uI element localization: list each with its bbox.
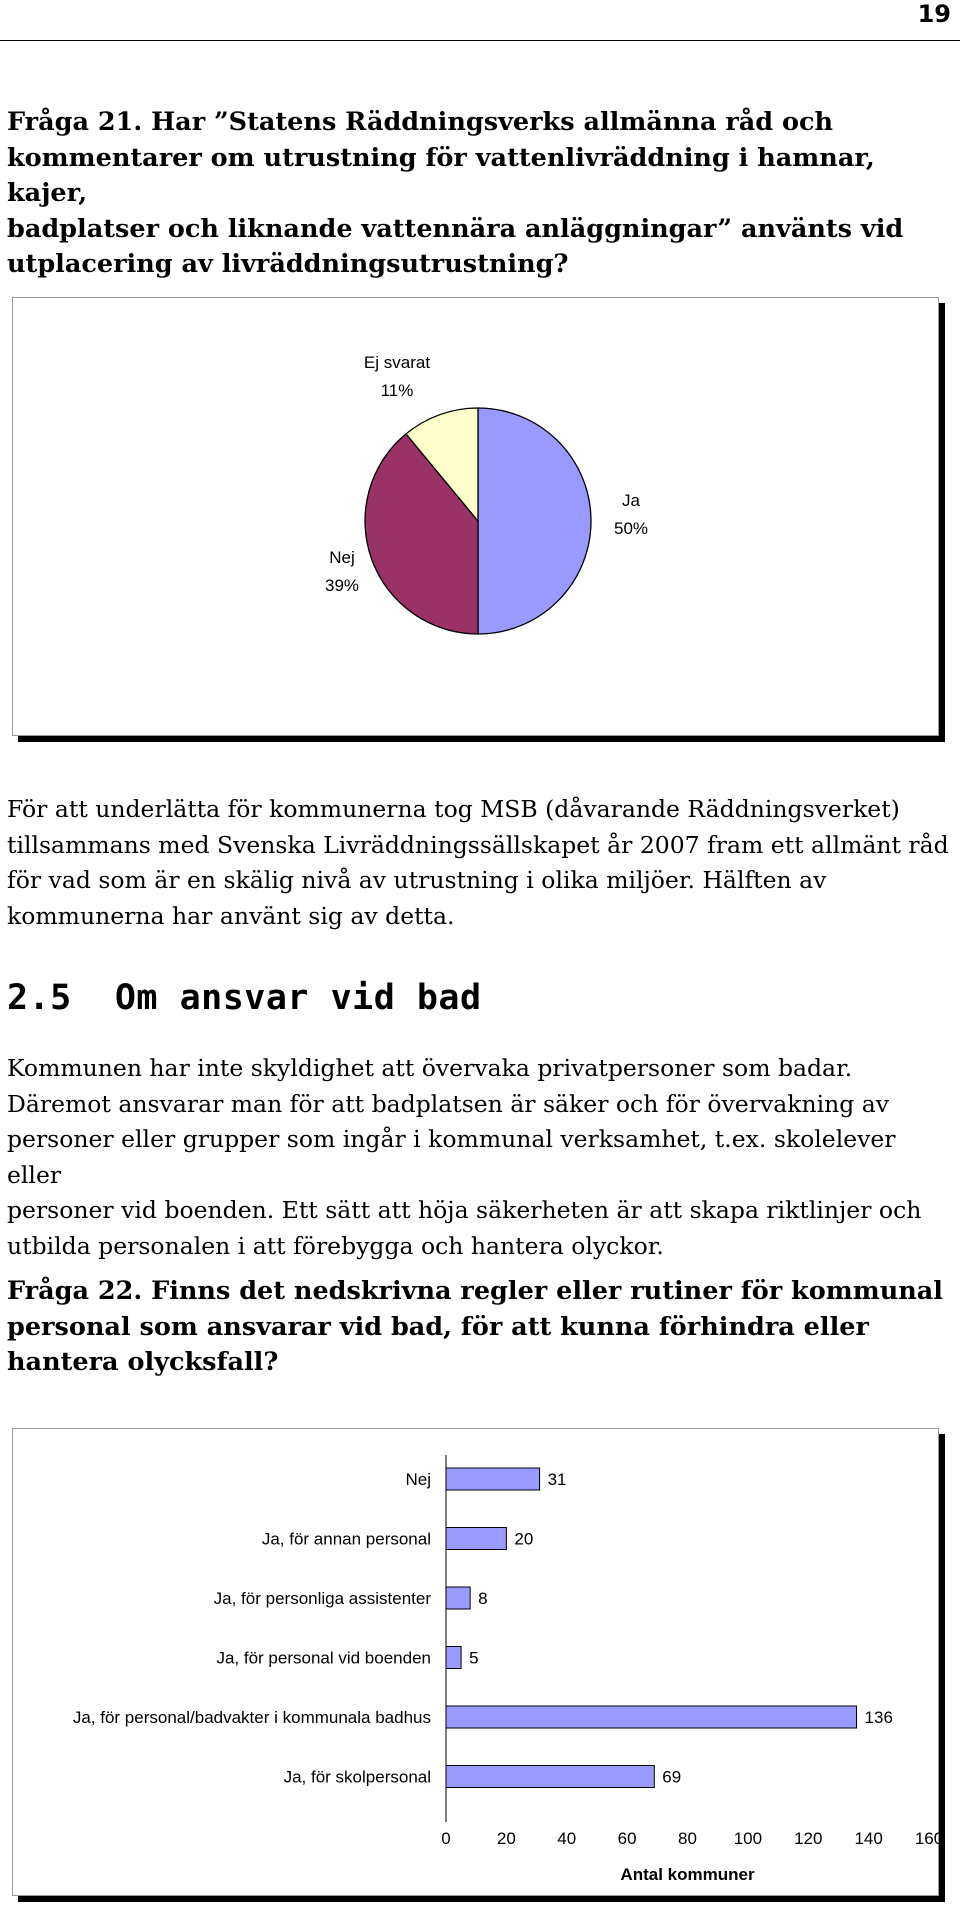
question-21 — [7, 105, 960, 283]
x-tick-label: 0 — [441, 1829, 451, 1848]
pie-chart-frame — [12, 297, 939, 736]
category-label: Ja, för personliga assistenter — [213, 1589, 431, 1608]
pie-category-label: Nej — [329, 548, 355, 567]
section-heading: 2.5 Om ansvar vid bad — [7, 978, 482, 1018]
paragraph-line: För att underlätta för kommunerna tog MSB (dåvarande Räddningsverket) — [7, 795, 900, 823]
x-tick-label: 60 — [617, 1829, 637, 1848]
question-22 — [7, 1274, 943, 1381]
category-label: Ja, för skolpersonal — [283, 1767, 431, 1787]
x-axis-title: Antal kommuner — [620, 1865, 755, 1884]
paragraph-line: tillsammans med Svenska Livräddningssällskapet år 2007 fram ett allmänt råd — [7, 830, 949, 859]
pie-category-label: Ja — [622, 491, 640, 510]
x-tick-label: 140 — [854, 1829, 883, 1848]
category-label: Ja, för personal/badvakter i kommunala badhus — [72, 1708, 431, 1727]
paragraph-line: utbilda personalen i att förebygga och hantera olyckor. — [7, 1231, 664, 1260]
paragraph-line: personer vid boenden. Ett sätt att höja säkerheten är att skapa riktlinjer och — [7, 1196, 922, 1224]
bar-chart-frame — [12, 1428, 944, 1896]
x-tick-label: 20 — [496, 1829, 516, 1848]
paragraph-line: Däremot ansvarar man för att badplatsen är säker och för övervakning av — [7, 1089, 890, 1118]
data-label: 5 — [469, 1648, 479, 1668]
pie-value-label: 11% — [380, 381, 414, 400]
bar — [446, 1706, 857, 1728]
x-tick-label: 120 — [794, 1829, 823, 1848]
page-number: 19 — [917, 0, 951, 28]
question-21-line: badplatser och liknande vattennära anläggningar” använts vid — [7, 213, 904, 244]
question-22-line: hantera olycksfall? — [7, 1347, 279, 1377]
question-21-line: utplacering av livräddningsutrustning? — [7, 249, 569, 279]
paragraph-1 — [7, 792, 957, 934]
pie-value-label: 39% — [324, 576, 360, 595]
question-21-line: kommentarer om utrustning för vattenlivräddning i hamnar, kajer, — [7, 142, 875, 208]
paragraph-line: Kommunen har inte skyldighet att övervaka privatpersoner som badar. — [7, 1054, 853, 1082]
bar-chart — [13, 1429, 944, 1895]
pie-category-label: Ej svarat — [363, 353, 431, 372]
data-label: 31 — [547, 1470, 567, 1489]
category-label: Ja, för annan personal — [261, 1529, 431, 1549]
paragraph-line: kommunerna har använt sig av detta. — [7, 901, 455, 930]
x-tick-label: 100 — [733, 1829, 763, 1848]
pie-slice-ja — [478, 408, 591, 634]
question-21-line: Fråga 21. Har ”Statens Räddningsverks allmänna råd och — [7, 107, 834, 137]
data-label: 69 — [662, 1767, 682, 1787]
question-22-line: personal som ansvarar vid bad, för att kunna förhindra eller — [7, 1311, 869, 1342]
bar — [446, 1528, 506, 1550]
paragraph-line: för vad som är en skälig nivå av utrustning i olika miljöer. Hälften av — [7, 866, 827, 894]
bar — [446, 1647, 461, 1669]
x-tick-label: 40 — [557, 1829, 577, 1848]
data-label: 20 — [514, 1529, 534, 1549]
question-22-line: Fråga 22. Finns det nedskrivna regler eller rutiner för kommunal — [7, 1276, 943, 1306]
header-rule — [0, 40, 960, 41]
pie-chart — [13, 298, 938, 735]
data-label: 8 — [478, 1589, 488, 1608]
pie-value-label: 50% — [613, 519, 649, 538]
x-tick-label: 160 — [914, 1829, 944, 1848]
x-tick-label: 80 — [678, 1829, 697, 1848]
paragraph-line: personer eller grupper som ingår i kommunal verksamhet, t.ex. skolelever eller — [7, 1125, 896, 1189]
category-label: Ja, för personal vid boenden — [216, 1648, 431, 1668]
category-label: Nej — [405, 1470, 431, 1489]
paragraph-2 — [7, 1051, 957, 1264]
bar — [446, 1587, 470, 1609]
bar — [446, 1766, 654, 1788]
data-label: 136 — [864, 1708, 893, 1727]
bar — [446, 1468, 540, 1490]
